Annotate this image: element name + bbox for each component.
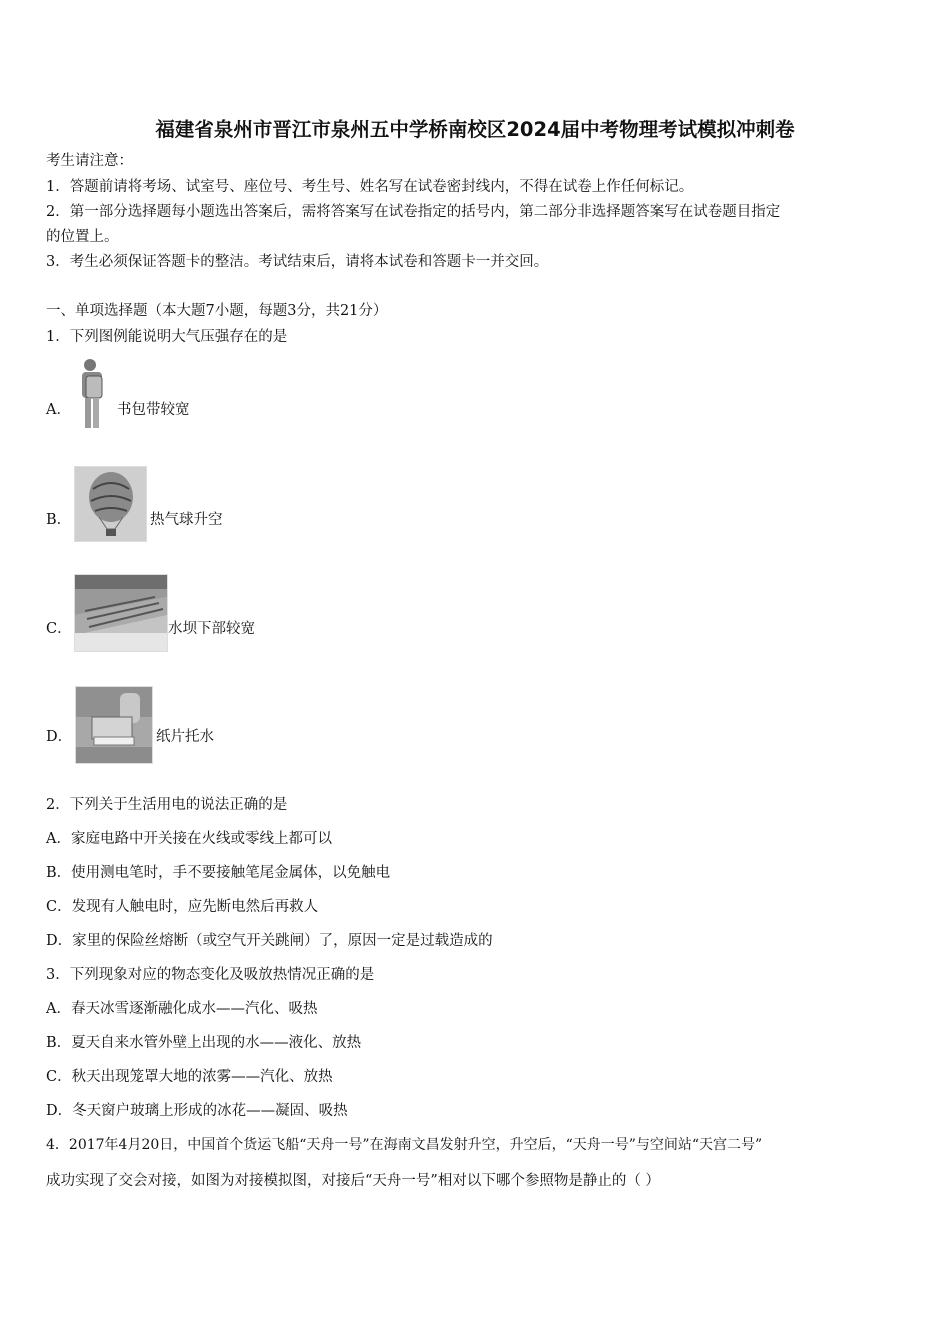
q3-option-c: C．秋天出现笼罩大地的浓雾——汽化、放热 <box>46 1069 333 1085</box>
q2-stem: 2．下列关于生活用电的说法正确的是 <box>46 797 288 813</box>
q1-option-a-label: 书包带较宽 <box>117 402 190 418</box>
paper-holding-water-image <box>75 686 153 764</box>
exam-title: 福建省泉州市晋江市泉州五中学桥南校区2024届中考物理考试模拟冲刺卷 <box>155 118 795 141</box>
q3-option-b: B．夏天自来水管外壁上出现的水——液化、放热 <box>46 1035 362 1051</box>
q3-stem: 3．下列现象对应的物态变化及吸放热情况正确的是 <box>46 967 375 983</box>
q2-option-d: D．家里的保险丝熔断（或空气开关跳闸）了，原因一定是过载造成的 <box>46 933 493 949</box>
section-heading: 一、单项选择题（本大题7小题，每题3分，共21分） <box>46 303 388 319</box>
backpack-image <box>76 356 112 432</box>
q1-option-b-letter: B． <box>46 512 72 528</box>
q1-option-a-letter: A． <box>46 402 71 418</box>
q2-option-c: C．发现有人触电时，应先断电然后再救人 <box>46 899 319 915</box>
q1-option-c-letter: C． <box>46 621 72 637</box>
q1-option-d-label: 纸片托水 <box>156 729 214 745</box>
q1-stem: 1．下列图例能说明大气压强存在的是 <box>46 329 288 345</box>
q1-option-b-label: 热气球升空 <box>150 512 223 528</box>
q4-stem-line2: 成功实现了交会对接，如图为对接模拟图，对接后“天舟一号”相对以下哪个参照物是静止的（ ） <box>46 1173 660 1189</box>
notice-item-1: 1．答题前请将考场、试室号、座位号、考生号、姓名写在试卷密封线内，不得在试卷上作任何标记。 <box>46 179 694 195</box>
q3-option-d: D．冬天窗户玻璃上形成的冰花——凝固、吸热 <box>46 1103 348 1119</box>
notice-item-2: 2．第一部分选择题每小题选出答案后，需将答案写在试卷指定的括号内，第二部分非选择题答案写在试卷题目指定 <box>46 204 781 220</box>
q2-option-a: A．家庭电路中开关接在火线或零线上都可以 <box>46 831 332 847</box>
q2-option-b: B．使用测电笔时，手不要接触笔尾金属体，以免触电 <box>46 865 391 881</box>
hot-air-balloon-image <box>74 466 147 542</box>
q1-option-c-label: 水坝下部较宽 <box>168 621 255 637</box>
dam-image <box>74 574 168 652</box>
notice-item-2-cont: 的位置上。 <box>46 229 119 245</box>
q3-option-a: A．春天冰雪逐渐融化成水——汽化、吸热 <box>46 1001 318 1017</box>
notice-heading: 考生请注意： <box>46 153 133 169</box>
q1-option-d-letter: D． <box>46 729 73 745</box>
q4-stem-line1: 4．2017年4月20日，中国首个货运飞船“天舟一号”在海南文昌发射升空，升空后，“天舟一号”与空间站“天宫二号” <box>46 1137 763 1153</box>
notice-item-3: 3．考生必须保证答题卡的整洁。考试结束后，请将本试卷和答题卡一并交回。 <box>46 254 549 270</box>
